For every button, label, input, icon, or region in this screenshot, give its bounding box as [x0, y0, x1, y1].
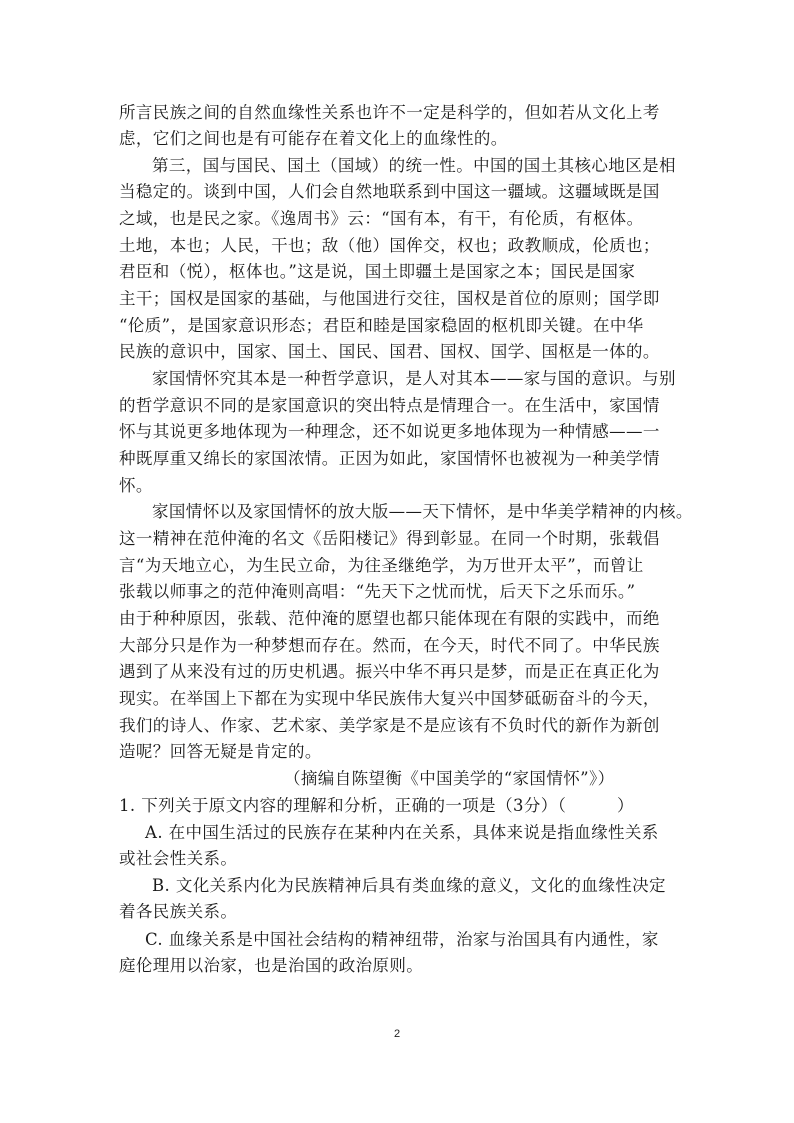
option-a-line: 或社会性关系。 [119, 849, 238, 868]
option-c-line: 庭伦理用以治家，也是治国的政治原则。 [119, 956, 424, 975]
option-a-line: A. 在中国生活过的民族存在某种内在关系，具体来说是指血缘性关系 [145, 823, 659, 842]
option-c-line: C. 血缘关系是中国社会结构的精神纽带，治家与治国具有内通性，家 [145, 930, 659, 949]
page-number: 2 [393, 1028, 401, 1040]
passage-line: 种既厚重又绵长的家国浓情。正因为如此，家国情怀也被视为一种美学情 [119, 449, 660, 468]
passage-line: 当稳定的。谈到中国，人们会自然地联系到中国这一疆域。这疆域既是国 [119, 182, 660, 201]
passage-line: “伦质”，是国家意识形态；君臣和睦是国家稳固的枢机即关键。在中华 [119, 316, 644, 335]
passage-line: 我们的诗人、作家、艺术家、美学家是不是应该有不负时代的新作为新创 [119, 716, 660, 735]
passage-line: 这一精神在范仲淹的名文《岳阳楼记》得到彰显。在同一个时期，张载倡 [119, 529, 660, 548]
passage-line: 大部分只是作为一种梦想而存在。然而，在今天，时代不同了。中华民族 [119, 636, 660, 655]
passage-line: 民族的意识中，国家、国土、国民、国君、国权、国学、国枢是一体的。 [119, 342, 660, 361]
passage-line: 所言民族之间的自然血缘性关系也许不一定是科学的，但如若从文化上考 [119, 103, 660, 122]
passage-line: 由于种种原因，张载、范仲淹的愿望也都只能体现在有限的实践中，而绝 [119, 609, 660, 628]
passage-line: 虑，它们之间也是有可能存在着文化上的血缘性的。 [119, 129, 508, 148]
passage-line: 之域，也是民之家。《逸周书》云：“国有本，有干，有伦质，有枢体。 [119, 209, 644, 228]
passage-line: 家国情怀究其本是一种哲学意识，是人对其本——家与国的意识。与别 [152, 369, 676, 388]
passage-line: 言“为天地立心，为生民立命，为往圣继绝学，为万世开太平”，而曾让 [119, 556, 644, 575]
passage-line: 家国情怀以及家国情怀的放大版——天下情怀，是中华美学精神的内核。 [152, 502, 693, 521]
passage-line: 遇到了从来没有过的历史机遇。振兴中华不再只是梦，而是正在真正化为 [119, 662, 660, 681]
passage-line: 怀。 [119, 476, 153, 495]
passage-line: 现实。在举国上下都在为实现中华民族伟大复兴中国梦砥砺奋斗的今天， [119, 689, 660, 708]
question-stem: 1. 下列关于原文内容的理解和分析，正确的一项是（3分）（ ） [119, 796, 634, 815]
passage-line: 土地，本也；人民，干也；敌（他）国侔交，权也；政教顺成，伦质也； [119, 236, 660, 255]
passage-line: 张载以师事之的范仲淹则高唱：“先天下之忧而忧，后天下之乐而乐。” [119, 582, 636, 601]
passage-line: 主干；国权是国家的基础，与他国进行交往，国权是首位的原则；国学即 [119, 289, 660, 308]
option-b-line: B. 文化关系内化为民族精神后具有类血缘的意义，文化的血缘性决定 [152, 876, 666, 895]
source-citation: （摘编自陈望衡《中国美学的“家国情怀”》） [284, 769, 615, 788]
passage-line: 的哲学意识不同的是家国意识的突出特点是情理合一。在生活中，家国情 [119, 396, 660, 415]
passage-line: 君臣和（悦），枢体也。”这是说，国土即疆土是国家之本；国民是国家 [119, 262, 636, 281]
option-b-line: 着各民族关系。 [119, 902, 238, 921]
passage-line: 造呢？回答无疑是肯定的。 [119, 742, 322, 761]
passage-line: 怀与其说更多地体现为一种理念，还不如说更多地体现为一种情感——一 [119, 422, 660, 441]
passage-line: 第三，国与国民、国土（国域）的统一性。中国的国土其核心地区是相 [152, 156, 676, 175]
